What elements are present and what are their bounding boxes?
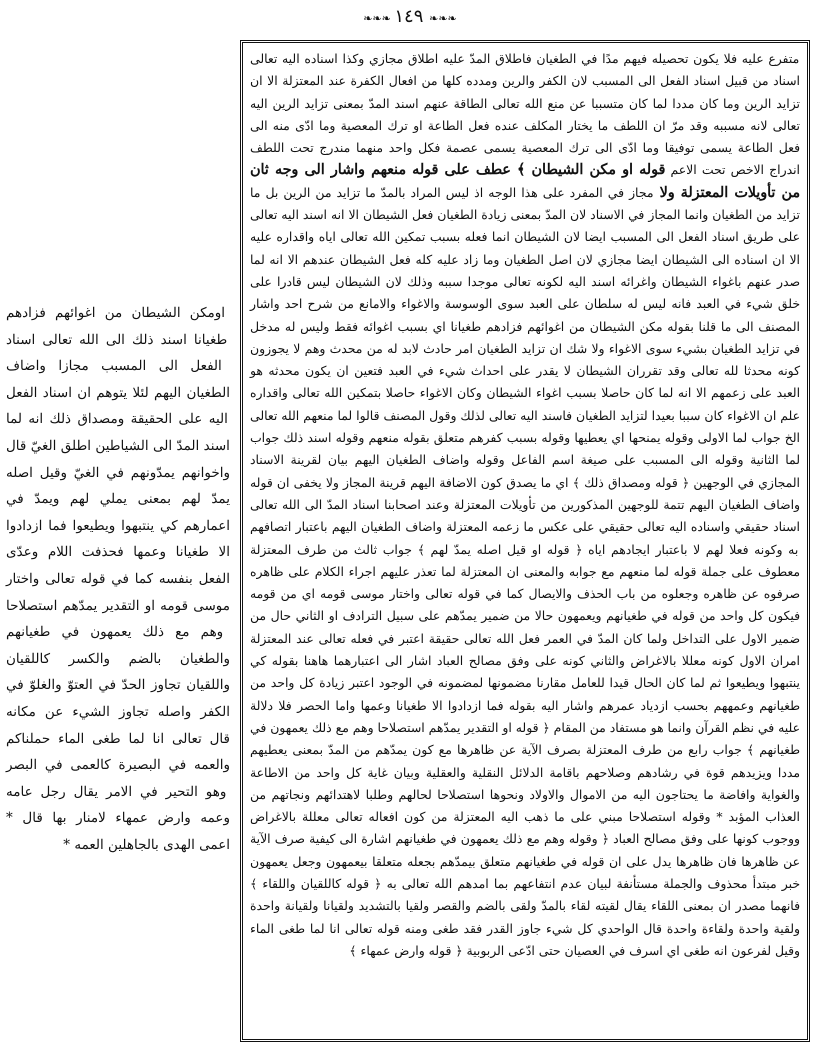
text-line: كون افعاله تعالى معللة بالاغراض ووجوب كونها على وفق مصالح العباد ﴿ وقوله وهم مع ذلك يعمهون في طغيانهم	[250, 809, 800, 847]
text-line: او التقدير يمدّهم استصلاحا وهم مع ذلك يعمهون في طغيانهم ﴾ جواب رابع من طرف المعتزلة بصرف الآية عن	[250, 719, 801, 758]
margin-line: اسند المدّ الى الشياطين اطلق الغيّ قال	[6, 437, 230, 454]
text-line: متفرع عليه فلا يكون تحصيله فيهم مدًا في الطغيان فاطلاق المدّ عليه اطلاق مجازي وكذا اسناده اليه تعالى	[250, 51, 800, 66]
text-line: قالوا لما منعهم الله تعالى الخ جواب لما الاولى وقوله يمنحها اي يعطيها وقوله بسبب كفرهم متعلق بقوله	[250, 407, 801, 446]
text-line: مجاز في المفرد على هذا الوجه اذ ليس المراد بالمدّ ما تزايد من الرين بل ما تزايد من الطغيان وانما المجاز في الاسناد	[250, 184, 800, 223]
commentary-text	[250, 48, 800, 962]
text-line: موجدا سببه وذلك لان الشيطان ليس قادرا على خلق شيء في العبد فانه ليس له سلطان على العبد سوى الوسوسة	[250, 273, 800, 312]
text-line: متعلقا بيعمهون وجعل يعمهون خبر مبتدأ محذوف والجملة مستأنفة لبيان عدم انتفاعهم بما امدهم الله تعالى به	[250, 853, 801, 891]
text-line: كونه على وفق مصالح العباد اشار الى اعتبارهما هاهنا بقوله كي ينتبهوا ويطيعوا ثم لما كان الحال قيدا للعامل	[250, 653, 800, 691]
margin-line: اومكن الشيطان من اغوائهم فزادهم	[6, 305, 226, 321]
margin-line: اللام وعدّى الفعل بنفسه كما في قوله تعالى	[6, 544, 230, 587]
margin-line: بالجاهلين العمه *	[63, 836, 159, 853]
margin-line: البصر وهو التحير في الامر يقال رجل عامه	[6, 757, 227, 800]
text-line: قوله او مكن الشيطان ﴾ عطف على قوله منعهم واشار الى وجه ثان من تأويلات المعتزلة ولا	[250, 162, 800, 201]
text-line: منعهم وقوله اسند ذلك جواب لما الثانية وقوله الى المسبب على صيغة اسم الفاعل وقوله واضاف الطغيان اليهم	[250, 430, 800, 468]
text-line: بيان لقرينة الاسناد المجازي في الوجهين ﴿ قوله ومصداق ذلك ﴾ اي ما يصدق كون الاضافة اليهم قرينة	[250, 452, 800, 490]
margin-line: تجاوز الحدّ في العتوّ والغلوّ في الكفر واصله	[6, 677, 231, 720]
margin-line: وعمه وارض عمهاء لامنار بها قال * اعمى الهدى	[6, 810, 230, 853]
text-line: كان المدّ في العمر فعل الله تعالى حقيقة اعتبر في فعله تعالى عند المعتزلة امران الاول كونه معللا بالاغراض والثاني	[250, 630, 801, 669]
text-line: توفيقا وما ادّى الى ترك المعصية يسمى عصمة فكل واحد منهما مندرج تحت اللطف اندراج الاخص تحت الاعم	[250, 140, 800, 178]
ornament-left: ❧❧❧	[363, 12, 395, 25]
text-line: قوله في طغيانهم ويعمهون حالا من ضمير يمدّهم على سبيل الترادف او الثاني حال من ضمير الاول على التداخل ولما	[250, 608, 800, 646]
text-line: وما زاد عليه كله فعل الشيطان عندهم الا انه لما صدر عنهم باغواء الشيطان واغرائه اسند اليه لكونه تعالى	[250, 251, 800, 289]
commentary-frame	[240, 40, 810, 1042]
text-line: لان المدّ بمعنى زيادة الطغيان فعل الشيطان الا انه اسند اليه تعالى على طريق اسناد الفعل الى المسبب ايضا لان	[250, 207, 800, 245]
text-line: اشارة الى كيفية صرف الآية عن ظاهرها فان ظاهرها يدل على ان قوله في طغيانهم متعلق بيمدّهم بجعله	[250, 831, 800, 869]
text-line: والعقلية وبيان غاية كل واحد من الاطاعة والغواية وافاضة ما يحتاجون اليه من الاموال والاولاد ونحوها	[250, 764, 800, 802]
text-line: انا لما طغى الماء وقيل لفرعون انه طغى اي اسرف في العصيان حتى ادّعى الربوبية ﴿ قوله وارض عمهاء ﴾	[250, 920, 800, 958]
margin-line: واخوانهم يمدّونهم في الغيّ وقيل اصله يمدّ لهم	[6, 464, 230, 508]
text-line: بقوله فما ازدادوا الا طغيانا وعمها واما الحصر فلا دلالة عليه في نظم القرآن وانما هو مستفاد من المقام ﴿ قوله	[250, 697, 800, 735]
text-line: معطوف على جملة قوله لما منعهم مع جوابه والمعنى ان المعتزلة لما تعذر عليهم اجراء الكلام على ظاهره صرفوه عن	[250, 563, 800, 602]
text-line: والاغواء والامانع من شرح احد واشار المصنف الى ما قلنا بقوله مكن الشيطان من اغوائهم فزادهم طغيانا اي	[250, 296, 800, 334]
text-line: ظاهرها مع كون يمدّهم من المدّ بمعنى يعطيهم مددا ويزيدهم قوة في رشادهم وصلاحهم باقامة الدلائل النقلية	[250, 742, 801, 780]
text-line: فتعين ان يكون محدثه هو العبد على زعمهم الا انه لما كان حاصلا بسبب اغواء الشيطان وكان الاغواء حاصلا	[250, 363, 801, 401]
text-line: ﴿ قوله كاللقيان واللقاء ﴾ فانهما مصدر ان بمعنى اللقاء يقال لقيته لقاء بالمدّ ولقى بالضم والقصر ولقيا بالتشديد	[250, 875, 801, 914]
margin-line: الماء حملناكم والعمه في البصيرة كالعمى في	[6, 730, 230, 774]
page-number: ١٤٩	[394, 6, 430, 27]
margin-line: ويطيعوا فما ازدادوا الا طغيانا وعمها فحذفت	[6, 517, 231, 561]
margin-line: الفعل الى المسبب مجازا واضاف	[6, 358, 222, 375]
text-line: المدّ الى الله تعالى اسناد حقيقي واسناده اليه تعالى حقيقي على عكس ما زعمه المعتزلة واضاف الطغيان اليهم باعتبار	[250, 496, 800, 535]
text-line: اتصافهم به وكونه فعلا لهم لا باعتبار ايجادهم اياه ﴿ قوله او قيل اصله يمدّ لهم ﴾ جواب ثالث من طرف المعتزلة	[250, 519, 799, 557]
text-line: ولقيانا ولقيانة واحدة ولقية واحدة ولقاءة واحدة قال الواحدي كل شيء جاوز القدر فقد طغى ومنه قوله تعالى	[250, 898, 800, 936]
text-line: مقارنا مضمونها لمضمونه في الوجود اعتبر زيادة كل واحد من طغيانهم وعمههم بحسب ازدياد عمرهم واشار اليه	[250, 675, 801, 713]
text-line: بسبب اغوائه فقط وليس له مدخل في تزايد الطغيان بشيء سوى الاغواء ولا شك ان تزايد الطغيان امر حادث	[250, 318, 800, 356]
margin-line: والطغيان بالضم والكسر كاللقيان واللقيان	[6, 650, 231, 694]
text-line: اسناد من قبيل اسناد الفعل الى المسبب لان الكفر والرين ومدده كلها من افعال الكفرة عند المعتزلة الا ان تزايد	[250, 73, 800, 111]
margin-line: الطغيان اليهم لئلا يتوهم ان اسناد	[37, 384, 230, 401]
text-line: لابد له من محدث وهم لا يجوزون كونه محدثا لله تعالى وقد تقرران الشيطان لا يقدر على احداث شيء في العبد	[250, 340, 800, 379]
text-line: بتمكين الله تعالى واقداره علم ان الاغواء كان سببا بعيدا لتزايد الطغيان فاسند اليه تعالى لذلك وقول المصنف	[250, 385, 800, 423]
margin-line: الفعل اليه على الحقيقة ومصداق ذلك انه لما	[6, 384, 228, 428]
text-line: مسببه وقد مرّ ان اللطف ما يختار المكلف عنده فعل الطاعة او ترك المعصية وما ادّى منه الى فعل الطاعة يسمى	[250, 117, 800, 156]
text-line: المجاز ولا يخفى ان قوله واضاف الطغيان اليهم تتمة للوجهين المذكورين من تأويلات المعتزلة وعند اصحابنا اسناد	[250, 474, 800, 512]
text-line: استصلاحا لحالهم وطلبا لاهتدائهم ونجاتهم من العذاب المؤبد * وقوله استصلاحا مبني على ما ذهب اليه المعتزلة من	[250, 786, 800, 825]
text-line: الشيطان انما فعله بسبب تمكين الله تعالى اياه واقداره عليه الا ان اسناده الى الشيطان ايضا مجازي لان اصل الطغيان	[250, 229, 800, 267]
margin-line: بمعنى يملي لهم ويمدّ في اعمارهم كي ينتبهوا	[6, 491, 231, 534]
margin-line: استصلاحا وهم مع ذلك يعمهون في طغيانهم	[6, 597, 224, 641]
text-line: الرين وما كان مددا لما كان متسببا عن منع الله تعالى الطاقة عنهم اسند المدّ بمعنى تزايد الرين اليه تعالى لانه	[250, 95, 800, 133]
margin-main-text	[6, 300, 230, 858]
page-header	[0, 6, 820, 27]
margin-line: طغيانا اسند ذلك الى الله تعالى اسناد	[6, 331, 228, 348]
margin-line: تجاوز الشيء عن مكانه قال تعالى انا لما طغى	[6, 703, 231, 747]
ornament-right: ❧❧❧	[429, 12, 457, 25]
margin-line: واختار موسى قومه او التقدير يمدّهم	[6, 570, 230, 614]
text-line: ظاهره وجعلوه من باب الحذف والايصال كما في قوله تعالى واختار موسى قومه اي من قومه فيكون كل واحد من	[250, 586, 801, 624]
